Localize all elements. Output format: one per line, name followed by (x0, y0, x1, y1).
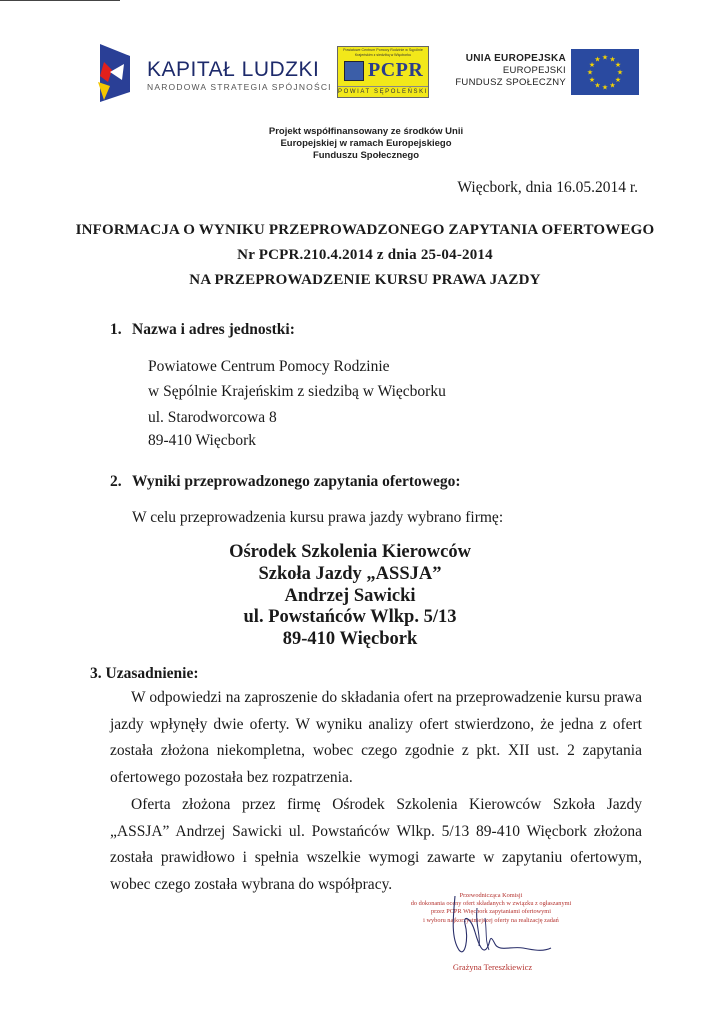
eu-flag-star-icon: ★ (588, 61, 596, 69)
stamp-signatory-name: Grażyna Tereszkiewicz (452, 962, 533, 972)
date-line: Więcbork, dnia 16.05.2014 r. (457, 179, 638, 196)
eu-flag-star-icon: ★ (616, 68, 624, 77)
justification-paragraph-1: W odpowiedzi na zaproszenie do składania ofert na przeprowadzenie kursu prawa jazdy wpłynęły dwie oferty. W wyniku analizy ofert stwierdzono, że jedna z ofert została złożona niekompletna, wobec czego zgodnie z pkt. XII ust. 2 zapytania ofertowego pozostała bez rozpatrzenia. (110, 689, 642, 786)
firm-line-1: Ośrodek Szkolenia Kierowców (229, 542, 471, 562)
stamp-line-1: Przewodnicząca Komisji (459, 892, 523, 899)
address-line-2: w Sępólnie Krajeńskim z siedzibą w Więcborku (148, 383, 446, 400)
eu-flag-star-icon: ★ (601, 53, 609, 62)
firm-line-3: Andrzej Sawicki (284, 586, 416, 606)
justification-paragraph-2: Oferta złożona przez firmę Ośrodek Szkolenia Kierowców Szkoła Jazdy „ASSJA” Andrzej Sawicki ul. Powstańców Wlkp. 5/13 89-410 Więcbork złożona została prawidłowo i spełnia wszelkie wymogi zawarte w zapytaniu ofertowym, wobec czego została wybrana do współpracy. (110, 796, 642, 893)
handwritten-signature-icon (425, 888, 565, 968)
kapital-ludzki-subtitle: NARODOWA STRATEGIA SPÓJNOŚCI (147, 82, 332, 92)
document-title-line-3: NA PRZEPROWADZENIE KURSU PRAWA JAZDY (189, 272, 541, 288)
eu-flag-star-icon: ★ (588, 76, 596, 84)
stamp-line-4: i wyboru najkorzystniejszej oferty na realizację zadań (423, 916, 559, 924)
eu-flag-star-icon: ★ (601, 83, 609, 92)
firm-line-5: 89-410 Więcbork (282, 629, 418, 649)
section-2-number: 2. (110, 473, 122, 490)
cofinance-line-2: Europejskiej w ramach Europejskiego (280, 138, 452, 149)
section-1-title: Nazwa i adres jednostki: (132, 321, 295, 338)
section-3-heading: 3. Uzasadnienie: (90, 665, 199, 682)
pcpr-logo-text: PCPR (368, 59, 424, 81)
cofinance-note (250, 126, 482, 162)
eu-flag-icon (571, 49, 639, 95)
eu-line-1: UNIA EUROPEJSKA (465, 53, 566, 64)
eu-flag-star-icon: ★ (614, 61, 622, 69)
stamp-line-2: do dokonania oceny ofert składanych w związku z ogłaszanymi (410, 900, 572, 908)
eu-flag-star-icon: ★ (609, 81, 616, 90)
address-line-4: 89-410 Więcbork (148, 432, 256, 449)
eu-flag-star-icon: ★ (614, 76, 622, 84)
section-1-number: 1. (110, 321, 122, 338)
section-1-heading (110, 321, 295, 339)
pcpr-logo-strip: POWIAT SĘPOLEŃSKI (338, 86, 428, 97)
eu-line-2: EUROPEJSKI (502, 65, 566, 76)
eu-flag-star-icon: ★ (586, 68, 594, 77)
document-title-line-1: INFORMACJA O WYNIKU PRZEPROWADZONEGO ZAPYTANIA OFERTOWEGO (75, 222, 655, 238)
section-2-heading (110, 473, 460, 491)
cofinance-line-1: Projekt współfinansowany ze środków Unii (268, 126, 464, 137)
cofinance-line-3: Funduszu Społecznego (312, 150, 420, 161)
document-title-line-2: Nr PCPR.210.4.2014 z dnia 25-04-2014 (237, 247, 493, 263)
section-2-intro: W celu przeprowadzenia kursu prawa jazdy wybrano firmę: (132, 509, 504, 526)
scan-edge-line (0, 0, 120, 1)
section-2-title: Wyniki przeprowadzonego zapytania ofertowego: (132, 473, 461, 490)
eu-flag-star-icon: ★ (609, 55, 616, 64)
address-line-1: Powiatowe Centrum Pomocy Rodzinie (148, 358, 390, 375)
firm-line-4: ul. Powstańców Wlkp. 5/13 (243, 607, 457, 627)
kapital-ludzki-title: KAPITAŁ LUDZKI (147, 58, 320, 81)
eu-line-3: FUNDUSZ SPOŁECZNY (455, 77, 566, 88)
address-line-3: ul. Starodworcowa 8 (148, 409, 277, 426)
kapital-ludzki-logo-icon (96, 42, 134, 104)
pcpr-emblem-icon (344, 61, 364, 81)
firm-line-2: Szkoła Jazdy „ASSJA” (258, 564, 442, 584)
stamp-line-3: przez PCPR Więcbork zapytaniami ofertowymi (431, 908, 551, 916)
eu-flag-star-icon: ★ (594, 81, 601, 90)
eu-flag-star-icon: ★ (594, 55, 601, 64)
pcpr-logo-caption: Powiatowe Centrum Pomocy Rodzinie w Sępólnie Krajeńskim z siedzibą w Więcborku (343, 48, 423, 57)
eu-text-block (448, 52, 566, 89)
